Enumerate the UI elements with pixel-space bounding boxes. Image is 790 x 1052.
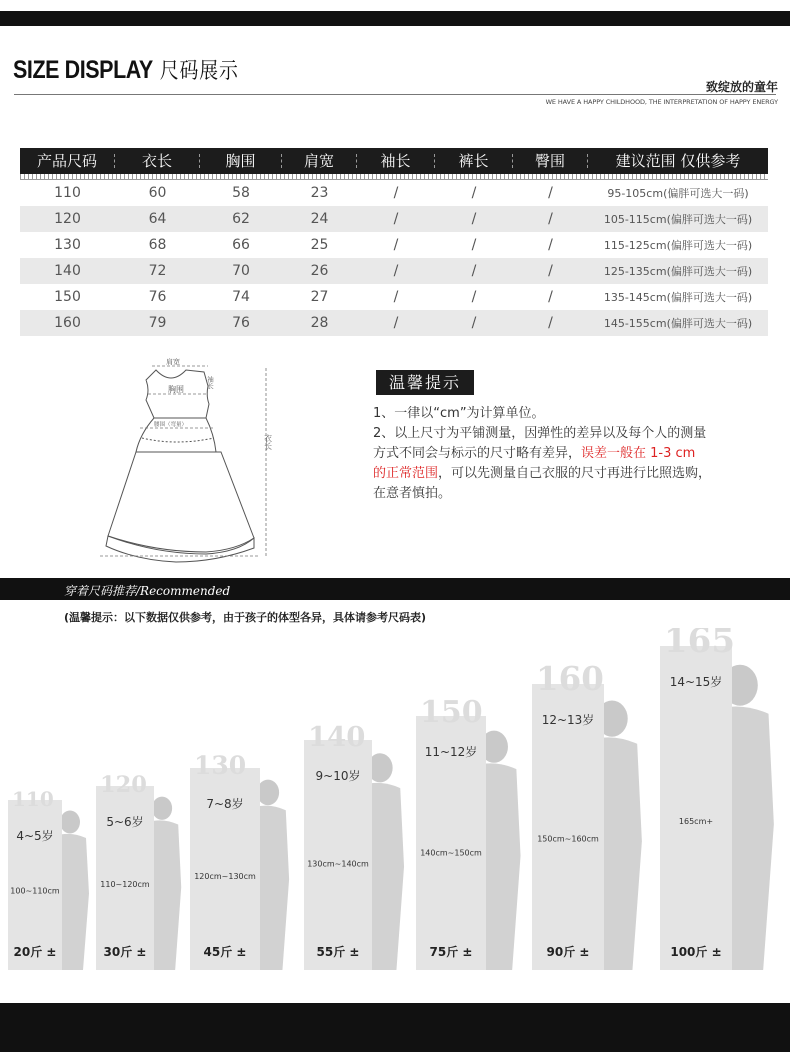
table-cell: / <box>548 263 553 279</box>
age-label: 4~5岁 <box>16 829 54 843</box>
age-label: 9~10岁 <box>315 769 361 783</box>
table-cell: 27 <box>310 289 329 305</box>
top-bar <box>0 11 790 26</box>
table-cell: / <box>548 289 553 305</box>
table-cell: / <box>548 211 553 227</box>
size-table-header <box>20 148 768 174</box>
table-cell: 115-125cm(偏胖可选大一码) <box>603 239 753 252</box>
tips-line-1: 1、一律以“cm”为计算单位。 <box>373 406 545 421</box>
table-row <box>20 206 768 232</box>
table-cell: / <box>471 211 477 227</box>
table-cell: 160 <box>54 315 81 331</box>
header-divider <box>14 94 776 95</box>
table-cell: 23 <box>310 185 329 201</box>
height-label: 150cm~160cm <box>537 834 599 844</box>
size-numeral: 160 <box>536 659 604 698</box>
table-cell: / <box>471 185 477 201</box>
recommend-title: 穿着尺码推荐/Recommended <box>64 584 231 598</box>
table-row <box>20 232 768 258</box>
table-cell: 135-145cm(偏胖可选大一码) <box>603 291 753 304</box>
table-cell: 76 <box>232 315 250 331</box>
tips-title: 温馨提示 <box>376 370 474 395</box>
age-label: 11~12岁 <box>424 745 478 759</box>
table-cell: 24 <box>310 211 329 227</box>
child-silhouette-head <box>60 811 80 834</box>
age-label: 12~13岁 <box>541 713 595 727</box>
tips-line-2d: 在意者慎拍。 <box>373 486 452 501</box>
header-cell: 产品尺码 <box>20 154 115 168</box>
table-cell: 62 <box>232 211 250 227</box>
dress-measurement-diagram <box>96 356 286 568</box>
weight-label: 90斤 ± <box>546 945 590 959</box>
table-cell: / <box>393 263 399 279</box>
bottom-bar <box>0 1003 790 1052</box>
waist-stitch <box>142 438 214 442</box>
tips-line-2b: 方式不同会与标示的尺寸略有差异，误差一般在 1-3 cm <box>373 446 696 461</box>
table-cell: / <box>393 289 399 305</box>
height-label: 165cm+ <box>678 817 714 827</box>
tips-body <box>373 404 763 504</box>
tips-error-range: 误差一般在 1-3 cm <box>581 446 696 461</box>
size-table <box>20 148 768 336</box>
table-cell: / <box>548 237 553 253</box>
height-label: 120cm~130cm <box>194 872 256 882</box>
header-cell: 胸围 <box>200 154 282 168</box>
table-cell: 140 <box>54 263 81 279</box>
table-cell: / <box>471 263 477 279</box>
table-cell: 125-135cm(偏胖可选大一码) <box>603 265 753 278</box>
table-cell: / <box>393 237 399 253</box>
table-cell: / <box>471 289 477 305</box>
table-row <box>20 284 768 310</box>
size-table-body <box>20 180 768 336</box>
header-cell: 臀围 <box>513 154 588 168</box>
table-cell: 74 <box>232 289 250 305</box>
table-cell: 150 <box>54 289 81 305</box>
table-cell: 130 <box>54 237 81 253</box>
page-title-cn: 尺码展示 <box>159 59 239 84</box>
table-cell: 64 <box>148 211 167 227</box>
table-cell: 110 <box>54 185 81 201</box>
weight-label: 20斤 ± <box>13 945 57 959</box>
tips-normal-range: 的正常范围 <box>373 466 439 481</box>
table-cell: / <box>548 185 553 201</box>
table-row <box>20 180 768 206</box>
height-label: 140cm~150cm <box>420 848 482 858</box>
size-numeral: 110 <box>12 787 54 811</box>
header-cell: 建议范围 仅供参考 <box>615 152 741 170</box>
table-cell: 72 <box>148 263 167 279</box>
height-label: 100~110cm <box>10 886 60 896</box>
slogan-en: WE HAVE A HAPPY CHILDHOOD, THE INTERPRETATION OF HAPPY ENERGY <box>545 98 778 106</box>
size-recommendation-chart <box>0 628 790 978</box>
table-cell: 79 <box>148 315 167 331</box>
weight-label: 55斤 ± <box>316 945 360 959</box>
table-cell: 60 <box>148 185 167 201</box>
table-cell: / <box>548 315 553 331</box>
recommend-note: (温馨提示：以下数据仅供参考，由于孩子的体型各异，具体请参考尺码表) <box>64 611 427 624</box>
slogan-cn: 致绽放的童年 <box>705 80 778 94</box>
tips-line-2a: 2、以上尺寸为平铺测量，因弹性的差异以及每个人的测量 <box>373 426 707 441</box>
size-numeral: 165 <box>664 628 735 661</box>
table-cell: 70 <box>232 263 250 279</box>
waist-label: 腰围（弯量） <box>154 422 188 428</box>
age-label: 5~6岁 <box>106 815 144 829</box>
table-row <box>20 310 768 336</box>
page-title: SIZE DISPLAY 尺码展示 <box>13 56 239 84</box>
table-cell: 26 <box>310 263 329 279</box>
height-label: 110~120cm <box>100 880 150 890</box>
child-silhouette-head <box>152 797 172 820</box>
height-label: 130cm~140cm <box>307 859 369 869</box>
tips-line-2c: 的正常范围，可以先测量自己衣服的尺寸再进行比照选购， <box>373 466 712 481</box>
size-column <box>96 786 154 970</box>
dress-skirt <box>108 452 254 552</box>
weight-label: 45斤 ± <box>203 945 247 959</box>
weight-label: 75斤 ± <box>429 945 473 959</box>
table-row <box>20 258 768 284</box>
size-numeral: 120 <box>100 772 147 798</box>
age-label: 7~8岁 <box>206 797 244 811</box>
size-column <box>660 646 732 970</box>
table-cell: 95-105cm(偏胖可选大一码) <box>607 187 749 200</box>
table-cell: 76 <box>148 289 167 305</box>
table-cell: / <box>471 237 477 253</box>
table-cell: / <box>393 315 399 331</box>
table-cell: 66 <box>232 237 250 253</box>
header-cell: 袖长 <box>357 154 435 168</box>
weight-label: 30斤 ± <box>103 945 147 959</box>
size-numeral: 140 <box>308 721 366 753</box>
shoulder-label: 肩宽 <box>166 358 180 366</box>
length-label: 衣长 <box>263 434 273 450</box>
table-cell: 28 <box>310 315 329 331</box>
header-cell: 肩宽 <box>282 154 357 168</box>
sleeve-label: 袖长 <box>206 376 214 389</box>
chest-label: 胸围 <box>168 385 184 394</box>
size-numeral: 130 <box>194 751 247 780</box>
table-cell: / <box>393 185 399 201</box>
weight-label: 100斤 ± <box>670 945 722 959</box>
table-cell: 68 <box>148 237 167 253</box>
header-cell: 衣长 <box>115 154 200 168</box>
table-cell: 58 <box>232 185 250 201</box>
size-numeral: 150 <box>420 695 483 730</box>
header-cell: 裤长 <box>435 154 513 168</box>
child-silhouette-head <box>257 780 279 806</box>
table-cell: / <box>393 211 399 227</box>
table-cell: 145-155cm(偏胖可选大一码) <box>603 317 753 330</box>
dress-hem <box>106 536 254 562</box>
table-cell: 25 <box>310 237 329 253</box>
table-cell: 105-115cm(偏胖可选大一码) <box>603 213 753 226</box>
age-label: 14~15岁 <box>669 675 723 689</box>
table-cell: 120 <box>54 211 81 227</box>
table-cell: / <box>471 315 477 331</box>
